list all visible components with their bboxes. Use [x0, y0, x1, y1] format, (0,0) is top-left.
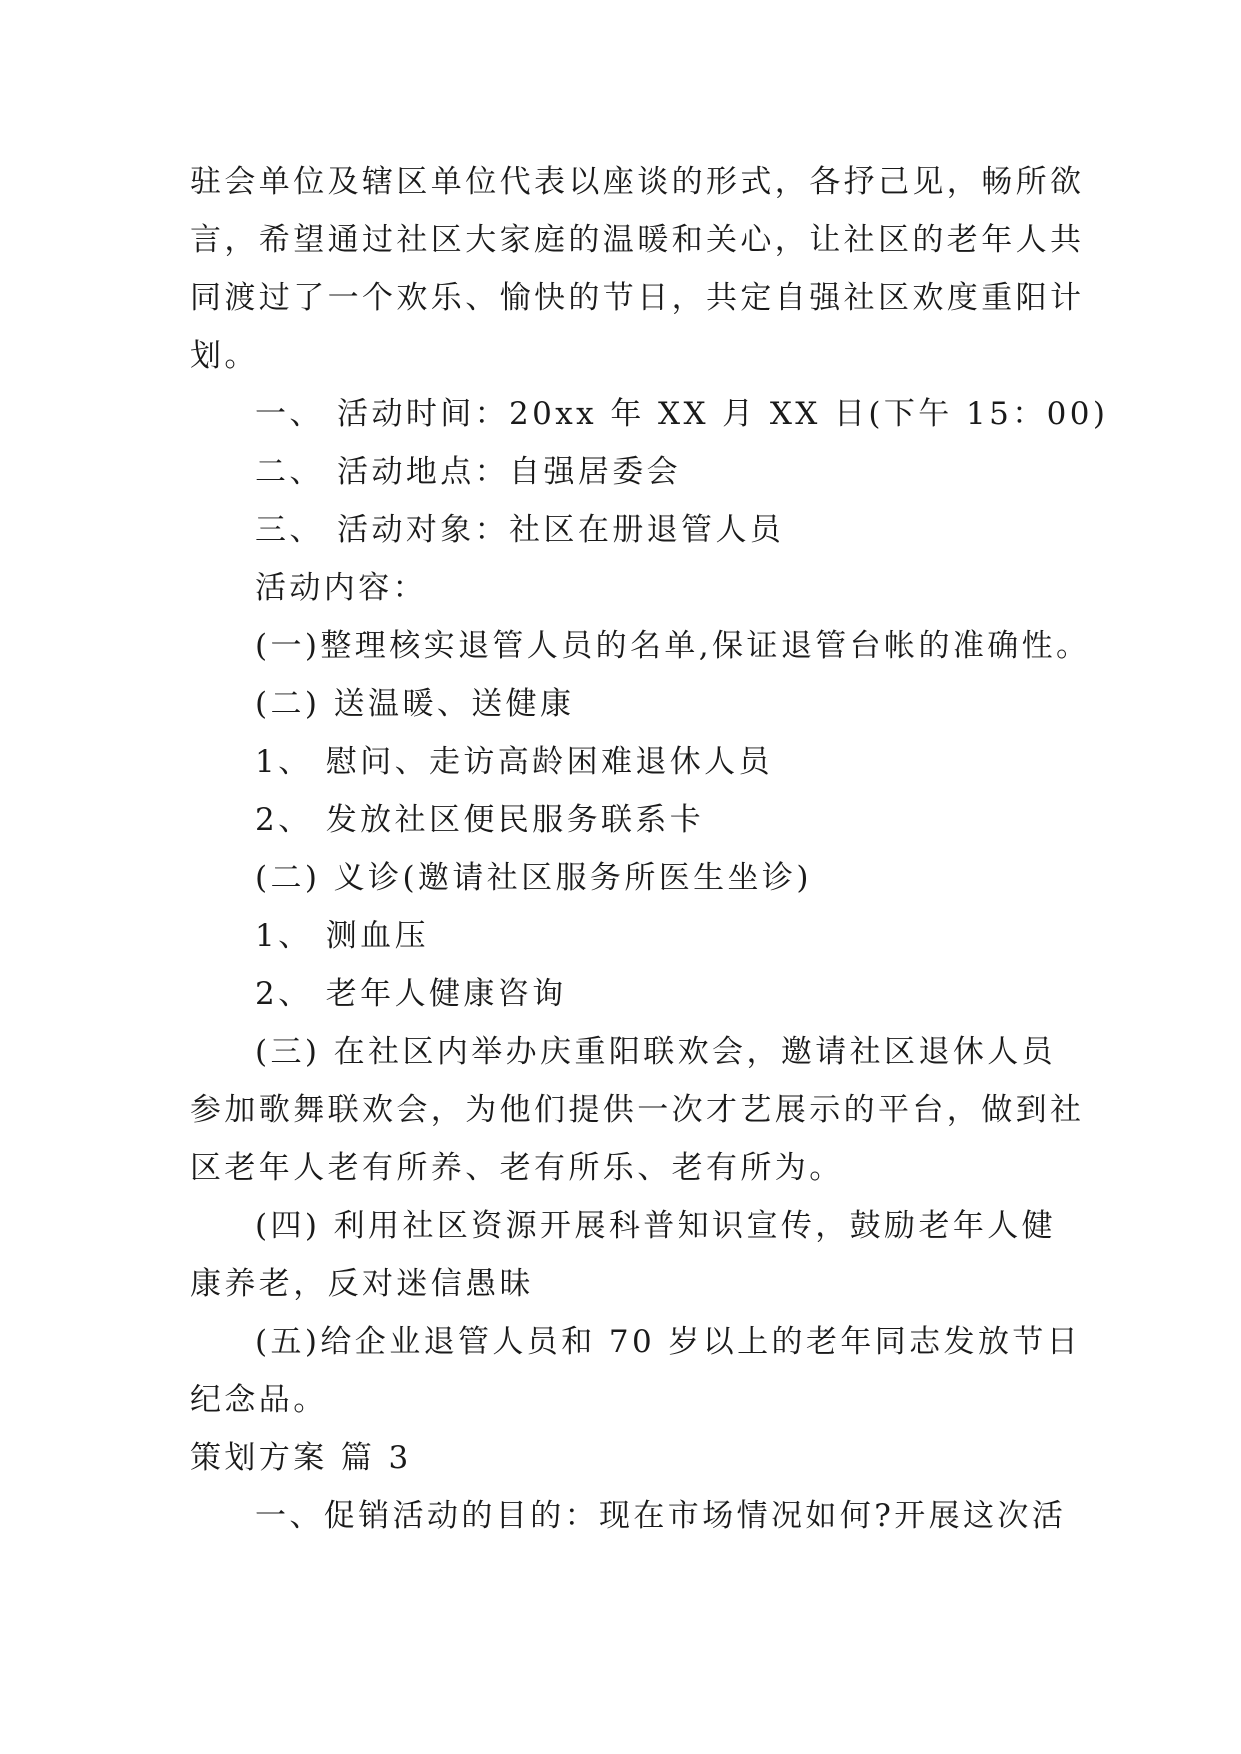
- paragraph-line: 一、促销活动的目的：现在市场情况如何?开展这次活: [255, 1498, 1067, 1534]
- sub-list-item: 1、 测血压: [255, 918, 429, 954]
- paragraph-line: 同渡过了一个欢乐、愉快的节日，共定自强社区欢度重阳计: [190, 280, 1085, 316]
- list-item-time: 一、 活动时间：20xx 年 XX 月 XX 日(下午 15：00): [255, 396, 1109, 432]
- section-title: 策划方案 篇 3: [190, 1440, 412, 1476]
- paragraph-line: (三) 在社区内举办庆重阳联欢会，邀请社区退休人员: [255, 1034, 1057, 1070]
- paragraph-line: 康养老，反对迷信愚昧: [190, 1266, 534, 1302]
- paragraph-line: (五)给企业退管人员和 70 岁以上的老年同志发放节日: [255, 1324, 1082, 1360]
- list-item-location: 二、 活动地点：自强居委会: [255, 454, 682, 490]
- sub-list-item: 2、 发放社区便民服务联系卡: [255, 802, 705, 838]
- paragraph-line: 纪念品。: [190, 1382, 328, 1418]
- paragraph-line: (四) 利用社区资源开展科普知识宣传，鼓励老年人健: [255, 1208, 1057, 1244]
- sub-list-item: 2、 老年人健康咨询: [255, 976, 567, 1012]
- sub-list-item: 1、 慰问、走访高龄困难退休人员: [255, 744, 773, 780]
- paragraph-line: 言，希望通过社区大家庭的温暖和关心，让社区的老年人共: [190, 222, 1085, 258]
- paragraph-line: 划。: [190, 338, 259, 374]
- list-item-audience: 三、 活动对象：社区在册退管人员: [255, 512, 785, 548]
- paragraph-line: 区老年人老有所养、老有所乐、老有所为。: [190, 1150, 844, 1186]
- section-heading: 活动内容：: [255, 570, 427, 606]
- list-item: (一)整理核实退管人员的名单,保证退管台帐的准确性。: [255, 628, 1091, 664]
- paragraph-line: 参加歌舞联欢会，为他们提供一次才艺展示的平台，做到社: [190, 1092, 1085, 1128]
- list-item: (二) 送温暖、送健康: [255, 686, 575, 722]
- paragraph-line: 驻会单位及辖区单位代表以座谈的形式，各抒己见，畅所欲: [190, 164, 1085, 200]
- list-item: (二) 义诊(邀请社区服务所医生坐诊): [255, 860, 812, 896]
